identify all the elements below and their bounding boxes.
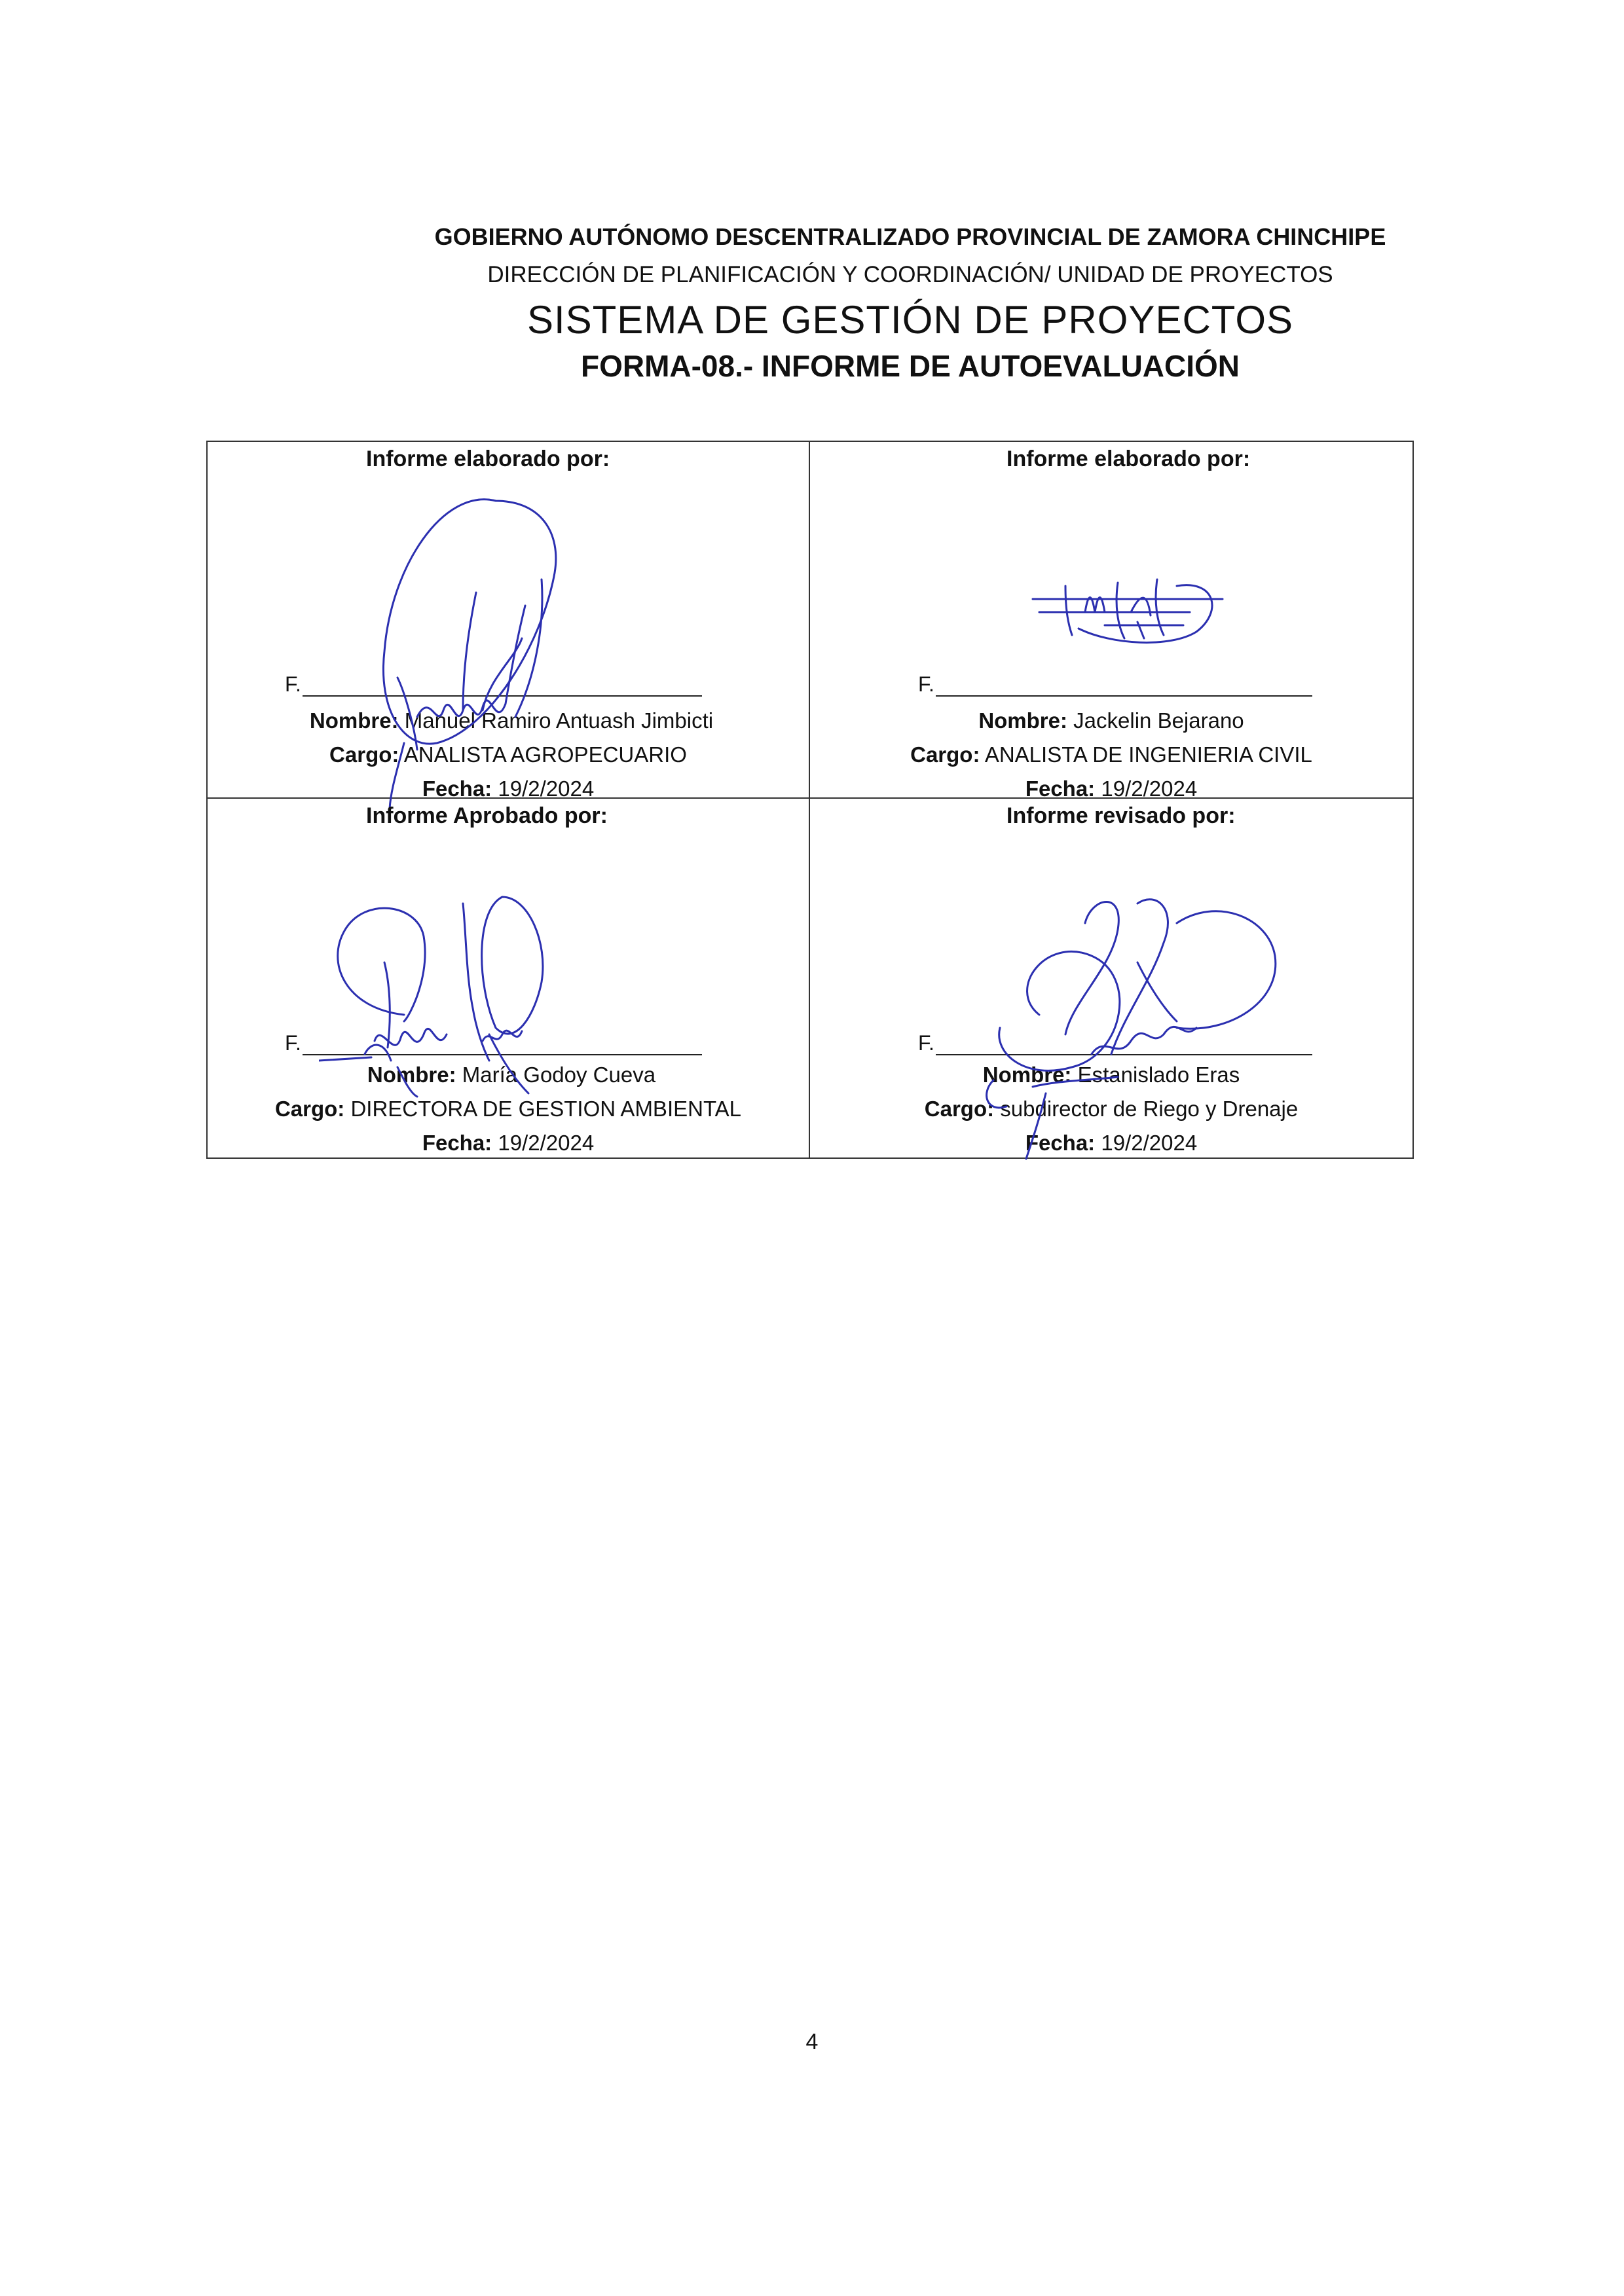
signer-position: ANALISTA DE INGENIERIA CIVIL: [984, 742, 1312, 767]
signature-rule: [936, 676, 1312, 697]
position-label: Cargo:: [329, 742, 399, 767]
signature-prefix: F.: [285, 1031, 301, 1055]
signature-prefix: F.: [918, 1031, 934, 1055]
signer-name-row: [810, 704, 1412, 738]
organization-name: GOBIERNO AUTÓNOMO DESCENTRALIZADO PROVINCIAL DE ZAMORA CHINCHIPE: [434, 223, 1386, 250]
cell-heading: Informe revisado por:: [1006, 803, 1236, 828]
name-label: Nombre:: [309, 708, 399, 733]
signature-line: [285, 1031, 702, 1055]
signature-line: [285, 672, 702, 697]
position-label: Cargo:: [910, 742, 980, 767]
signer-date: 19/2/2024: [1101, 776, 1198, 801]
signer-details: [208, 704, 809, 806]
signer-date: 19/2/2024: [1101, 1131, 1198, 1155]
signer-name: Manuel Ramiro Antuash Jimbicti: [404, 708, 714, 733]
signer-name: María Godoy Cueva: [462, 1063, 656, 1087]
signature-table: [206, 441, 1414, 1159]
name-label: Nombre:: [978, 708, 1067, 733]
position-label: Cargo:: [924, 1097, 995, 1121]
handwritten-signature: [1026, 573, 1236, 658]
cell-heading: Informe elaborado por:: [1006, 446, 1251, 471]
signer-name-row: [208, 1058, 809, 1092]
position-label: Cargo:: [274, 1097, 345, 1121]
department-name: DIRECCIÓN DE PLANIFICACIÓN Y COORDINACIÓN/ UNIDAD DE PROYECTOS: [487, 262, 1333, 287]
signer-position-row: [208, 1092, 809, 1126]
signer-name: Estanislado Eras: [1077, 1063, 1240, 1087]
cell-heading: Informe elaborado por:: [366, 446, 610, 471]
signer-position: subdirector de Riego y Drenaje: [1000, 1097, 1299, 1121]
signer-position-row: [810, 1092, 1412, 1126]
date-label: Fecha:: [1025, 776, 1096, 801]
signer-date: 19/2/2024: [498, 1131, 595, 1155]
cell-heading: Informe Aprobado por:: [366, 803, 608, 828]
signer-date-row: [208, 1126, 809, 1160]
date-label: Fecha:: [1025, 1131, 1096, 1155]
signature-cell-approved: [208, 799, 810, 1159]
signature-cell-prepared-2: [810, 442, 1412, 799]
signature-line: [918, 1031, 1312, 1055]
signature-rule: [303, 676, 702, 697]
page-number: 4: [805, 2030, 819, 2054]
signer-date-row: [810, 1126, 1412, 1160]
signature-rule: [936, 1034, 1312, 1055]
signer-name: Jackelin Bejarano: [1073, 708, 1244, 733]
date-label: Fecha:: [422, 776, 492, 801]
system-title: SISTEMA DE GESTIÓN DE PROYECTOS: [526, 298, 1294, 342]
signer-details: [810, 1058, 1412, 1160]
document-header: [406, 219, 1414, 387]
name-label: Nombre:: [367, 1063, 456, 1087]
date-label: Fecha:: [422, 1131, 492, 1155]
signer-name-row: [810, 1058, 1412, 1092]
signer-name-row: [208, 704, 809, 738]
signer-position: DIRECTORA DE GESTION AMBIENTAL: [350, 1097, 742, 1121]
signature-cell-reviewed: [810, 799, 1412, 1159]
signer-position-row: [208, 738, 809, 772]
signer-position-row: [810, 738, 1412, 772]
signature-prefix: F.: [285, 672, 301, 696]
signer-details: [208, 1058, 809, 1160]
signer-details: [810, 704, 1412, 806]
signer-date: 19/2/2024: [498, 776, 595, 801]
signer-position: ANALISTA AGROPECUARIO: [403, 742, 687, 767]
name-label: Nombre:: [982, 1063, 1072, 1087]
signature-line: [918, 672, 1312, 697]
signature-cell-prepared-1: [208, 442, 810, 799]
form-title: FORMA-08.- INFORME DE AUTOEVALUACIÓN: [580, 349, 1240, 383]
signature-rule: [303, 1034, 702, 1055]
signature-prefix: F.: [918, 672, 934, 696]
